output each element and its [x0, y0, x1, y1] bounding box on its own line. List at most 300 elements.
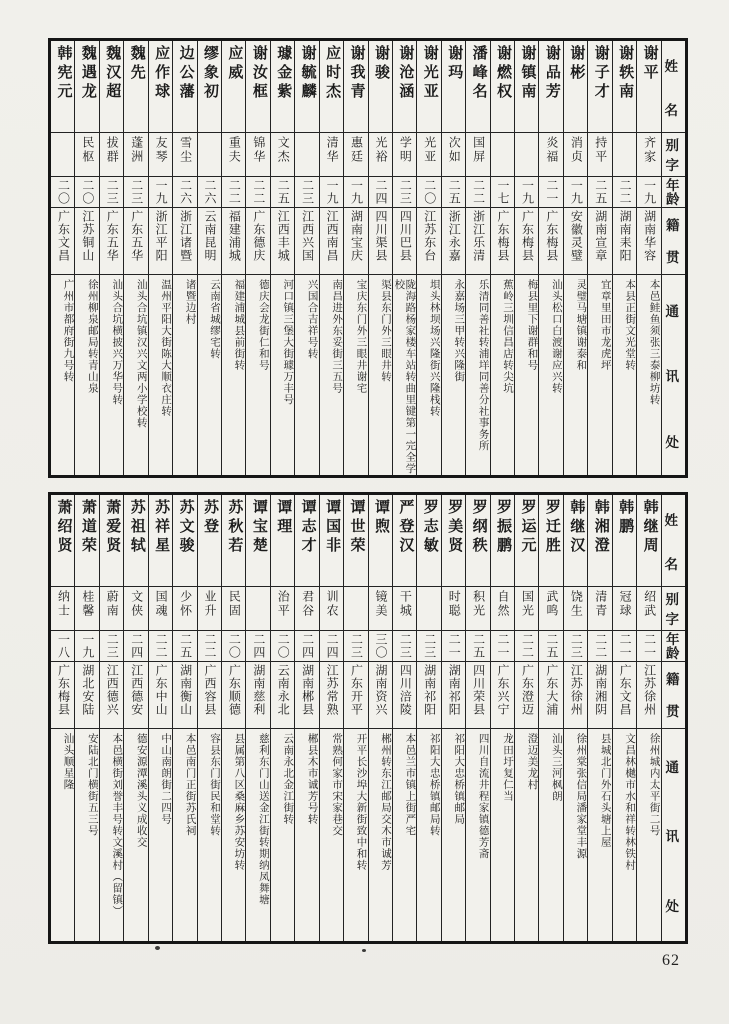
age: 二一 — [491, 631, 514, 662]
person-column — [320, 495, 344, 941]
person-column — [124, 495, 148, 941]
native-place: 湖南资兴 — [369, 662, 392, 729]
address: 汕头合坑镇汉兴文两小学校转 — [135, 279, 147, 429]
person-column — [344, 41, 368, 475]
person-name: 苏秋若 — [222, 495, 245, 587]
age: 一七 — [491, 177, 514, 208]
native-place: 安徽灵璧 — [564, 208, 587, 275]
address: 汕头顺星隆 — [62, 733, 74, 791]
native-place: 广东德庆 — [246, 208, 269, 275]
person-column — [320, 41, 344, 475]
native-place: 湖南湘阴 — [588, 662, 611, 729]
person-name: 谢沧涵 — [393, 41, 416, 133]
native-place: 广东文昌 — [613, 662, 636, 729]
courtesy-name: 桂馨 — [75, 587, 98, 631]
native-place: 湖南慈利 — [246, 662, 269, 729]
courtesy-name: 饶生 — [564, 587, 587, 631]
person-column — [442, 41, 466, 475]
person-column — [466, 41, 490, 475]
native-place: 江苏徐州 — [564, 662, 587, 729]
native-place: 江西德安 — [124, 662, 147, 729]
address: 本邑南门正街苏氏祠 — [184, 733, 196, 837]
address: 本县正街文光堂转 — [624, 279, 636, 371]
header-name: 姓 名 — [662, 41, 685, 133]
courtesy-name: 炎福 — [539, 133, 562, 177]
native-place: 浙江乐清 — [466, 208, 489, 275]
courtesy-name: 时聪 — [442, 587, 465, 631]
address: 陇海路杨家楼车站转曲里键第一完全学校 — [393, 279, 416, 475]
address: 祁阳大忠桥镇邮局转 — [428, 733, 440, 837]
header-addr: 通 讯 处 — [665, 759, 681, 914]
header-native: 籍 贯 — [662, 208, 685, 275]
courtesy-name: 蔚南 — [100, 587, 123, 631]
address: 郴州转东江邮局交木市诚芳 — [379, 733, 391, 871]
address: 德安源潭溪头义成收交 — [135, 733, 147, 848]
person-name: 谢燃权 — [491, 41, 514, 133]
courtesy-name — [417, 587, 440, 631]
person-name: 魏遇龙 — [75, 41, 98, 133]
person-column — [271, 41, 295, 475]
person-column — [198, 495, 222, 941]
address: 开平长沙埠大新街致中和转 — [355, 733, 367, 871]
native-place: 广东梅县 — [491, 208, 514, 275]
person-column — [466, 495, 490, 941]
age: 二二 — [198, 631, 221, 662]
native-place: 广东大浦 — [539, 662, 562, 729]
address: 广州市都府街九号转 — [62, 279, 74, 383]
address: 本邑兰市镇上街严宅 — [404, 733, 416, 837]
age: 二五 — [466, 631, 489, 662]
native-place: 福建浦城 — [222, 208, 245, 275]
native-place: 湖南耒阳 — [613, 208, 636, 275]
person-name: 苏祖轼 — [124, 495, 147, 587]
age: 二三 — [417, 631, 440, 662]
courtesy-name: 积光 — [466, 587, 489, 631]
age: 二〇 — [417, 177, 440, 208]
person-name: 应作球 — [149, 41, 172, 133]
courtesy-name: 民枢 — [75, 133, 98, 177]
address: 龙田圩复仁当 — [502, 733, 514, 802]
person-name: 璩金紫 — [271, 41, 294, 133]
courtesy-name: 纳士 — [51, 587, 74, 631]
native-place: 广东梅县 — [515, 208, 538, 275]
native-place: 浙江永嘉 — [442, 208, 465, 275]
directory-table-bottom — [48, 492, 688, 944]
native-place: 湖南衡山 — [173, 662, 196, 729]
person-name: 谢品芳 — [539, 41, 562, 133]
person-column — [417, 41, 441, 475]
address: 容县东门街民和堂转 — [208, 733, 220, 837]
address: 永嘉场三甲转兴隆街 — [453, 279, 465, 383]
person-name: 苏登 — [198, 495, 221, 587]
person-name: 苏文骏 — [173, 495, 196, 587]
person-name: 罗纲秩 — [466, 495, 489, 587]
age: 二五 — [173, 631, 196, 662]
courtesy-name: 消贞 — [564, 133, 587, 177]
courtesy-name: 重夫 — [222, 133, 245, 177]
address: 县城北门外石头塘上屋 — [599, 733, 611, 848]
native-place: 广东开平 — [344, 662, 367, 729]
courtesy-name: 文杰 — [271, 133, 294, 177]
address: 中山南朗街二四号 — [160, 733, 172, 825]
person-name: 缪象初 — [198, 41, 221, 133]
header-column — [662, 495, 685, 941]
age: 二五 — [539, 631, 562, 662]
courtesy-name — [515, 133, 538, 177]
address: 徐州棠张信局潘家堂丰源 — [575, 733, 587, 860]
age: 一九 — [564, 177, 587, 208]
address: 四川自流井程家镇德芳斋 — [477, 733, 489, 860]
native-place: 湖南郴县 — [295, 662, 318, 729]
person-column — [271, 495, 295, 941]
header-column — [662, 41, 685, 475]
person-name: 萧绍贤 — [51, 495, 74, 587]
age: 一九 — [344, 177, 367, 208]
courtesy-name: 持平 — [588, 133, 611, 177]
address: 汕头三河枫朗 — [550, 733, 562, 802]
person-name: 谢光亚 — [417, 41, 440, 133]
address: 德庆会龙街仁和号 — [257, 279, 269, 371]
person-name: 罗振鹏 — [491, 495, 514, 587]
address: 本邑鲑鱼须张三泰柳坊转 — [648, 279, 660, 406]
person-column — [564, 495, 588, 941]
courtesy-name: 少怀 — [173, 587, 196, 631]
courtesy-name: 武鸣 — [539, 587, 562, 631]
person-name: 罗运元 — [515, 495, 538, 587]
address: 河口镇三堡大街璩万丰号 — [282, 279, 294, 406]
native-place: 广东文昌 — [51, 208, 74, 275]
courtesy-name — [344, 587, 367, 631]
age: 二二 — [246, 177, 269, 208]
person-column — [369, 41, 393, 475]
age: 二五 — [588, 177, 611, 208]
native-place: 广东中山 — [149, 662, 172, 729]
native-place: 广东顺德 — [222, 662, 245, 729]
courtesy-name: 拔群 — [100, 133, 123, 177]
person-name: 谭志才 — [295, 495, 318, 587]
address: 蕉岭三圳信昌店转尖坑 — [502, 279, 514, 394]
courtesy-name: 业升 — [198, 587, 221, 631]
person-name: 韩继汉 — [564, 495, 587, 587]
person-column — [100, 41, 124, 475]
address: 灵璧马塘镇谢泰和 — [575, 279, 587, 371]
person-name: 韩宪元 — [51, 41, 74, 133]
age: 一九 — [515, 177, 538, 208]
age: 二〇 — [271, 631, 294, 662]
person-name: 魏汉超 — [100, 41, 123, 133]
native-place: 江苏徐州 — [637, 662, 660, 729]
person-column — [124, 41, 148, 475]
person-name: 谭世荣 — [344, 495, 367, 587]
header-name: 姓 名 — [662, 495, 685, 587]
age: 二〇 — [51, 177, 74, 208]
person-column — [613, 495, 637, 941]
age: 二三 — [295, 177, 318, 208]
person-name: 萧爱贤 — [100, 495, 123, 587]
courtesy-name: 蓬洲 — [124, 133, 147, 177]
courtesy-name — [613, 133, 636, 177]
courtesy-name: 学明 — [393, 133, 416, 177]
person-column — [246, 495, 270, 941]
person-name: 谢彬 — [564, 41, 587, 133]
age: 二二 — [222, 177, 245, 208]
person-column — [491, 41, 515, 475]
person-column — [173, 41, 197, 475]
person-name: 谢骏 — [369, 41, 392, 133]
age: 一九 — [75, 631, 98, 662]
age: 一九 — [320, 177, 343, 208]
native-place: 四川涪陵 — [393, 662, 416, 729]
person-column — [613, 41, 637, 475]
person-name: 萧道荣 — [75, 495, 98, 587]
address: 垻头林坝场兴隆街兴隆栈转 — [428, 279, 440, 417]
courtesy-name — [51, 133, 74, 177]
header-age: 年 龄 — [662, 631, 685, 662]
address: 汕头松口白渡谢应兴转 — [550, 279, 562, 394]
person-column — [75, 41, 99, 475]
courtesy-name: 国光 — [515, 587, 538, 631]
header-addr: 通 讯 处 — [665, 303, 681, 450]
person-column — [637, 41, 661, 475]
courtesy-name: 治平 — [271, 587, 294, 631]
courtesy-name: 干城 — [393, 587, 416, 631]
person-name: 谭宝楚 — [246, 495, 269, 587]
person-name: 严登汉 — [393, 495, 416, 587]
courtesy-name — [198, 133, 221, 177]
person-column — [539, 495, 563, 941]
native-place: 浙江诸暨 — [173, 208, 196, 275]
age: 二三 — [564, 631, 587, 662]
age: 二〇 — [222, 631, 245, 662]
age: 二六 — [173, 177, 196, 208]
person-column — [295, 41, 319, 475]
person-column — [246, 41, 270, 475]
person-name: 谭理 — [271, 495, 294, 587]
age: 二二 — [588, 631, 611, 662]
native-place: 广东兴宁 — [491, 662, 514, 729]
native-place: 广东五华 — [100, 208, 123, 275]
header-native: 籍 贯 — [662, 662, 685, 729]
age: 一九 — [149, 177, 172, 208]
native-place: 四川荣县 — [466, 662, 489, 729]
person-name: 苏祥星 — [149, 495, 172, 587]
courtesy-name: 齐家 — [637, 133, 660, 177]
header-age: 年 龄 — [662, 177, 685, 208]
age: 二二 — [613, 177, 636, 208]
address: 宝庆东门外三眼井谢宅 — [355, 279, 367, 394]
person-column — [222, 495, 246, 941]
address: 祁阳大忠桥镇邮局 — [453, 733, 465, 825]
person-name: 谢平 — [637, 41, 660, 133]
person-column — [100, 495, 124, 941]
native-place: 湖南宣章 — [588, 208, 611, 275]
courtesy-name: 国屏 — [466, 133, 489, 177]
age: 二三 — [100, 177, 123, 208]
courtesy-name: 次如 — [442, 133, 465, 177]
age: 二三 — [100, 631, 123, 662]
person-column — [515, 41, 539, 475]
native-place: 云南昆明 — [198, 208, 221, 275]
person-column — [222, 41, 246, 475]
address: 本邑横街刘誉丰号转文溪村（留镇） — [111, 733, 123, 917]
courtesy-name: 冠球 — [613, 587, 636, 631]
native-place: 广东梅县 — [539, 208, 562, 275]
native-place: 江苏东台 — [417, 208, 440, 275]
person-column — [149, 41, 173, 475]
person-column — [417, 495, 441, 941]
address: 云南永北金江街转 — [282, 733, 294, 825]
native-place: 广东五华 — [124, 208, 147, 275]
person-name: 谢轶南 — [613, 41, 636, 133]
courtesy-name: 雪尘 — [173, 133, 196, 177]
age: 二一 — [613, 631, 636, 662]
age: 二一 — [442, 631, 465, 662]
native-place: 广西容县 — [198, 662, 221, 729]
native-place: 云南永北 — [271, 662, 294, 729]
person-column — [344, 495, 368, 941]
age: 一九 — [637, 177, 660, 208]
person-name: 罗志敏 — [417, 495, 440, 587]
courtesy-name: 惠廷 — [344, 133, 367, 177]
native-place: 四川渠县 — [369, 208, 392, 275]
person-name: 谢玛 — [442, 41, 465, 133]
person-name: 谢我青 — [344, 41, 367, 133]
person-name: 谢子才 — [588, 41, 611, 133]
address: 温州平阳大街陈大顺衣庄转 — [160, 279, 172, 417]
person-name: 谢汝框 — [246, 41, 269, 133]
native-place: 浙江平阳 — [149, 208, 172, 275]
person-column — [51, 41, 75, 475]
age: 二四 — [295, 631, 318, 662]
person-column — [173, 495, 197, 941]
address: 诸暨边村 — [184, 279, 196, 325]
person-name: 韩湘澄 — [588, 495, 611, 587]
native-place: 湖南华容 — [637, 208, 660, 275]
person-column — [75, 495, 99, 941]
age: 二六 — [198, 177, 221, 208]
person-column — [442, 495, 466, 941]
person-column — [393, 41, 417, 475]
address: 澄迈美龙村 — [526, 733, 538, 791]
native-place: 江西南昌 — [320, 208, 343, 275]
person-name: 谭国非 — [320, 495, 343, 587]
person-column — [198, 41, 222, 475]
age: 三〇 — [369, 631, 392, 662]
courtesy-name: 友琴 — [149, 133, 172, 177]
person-column — [393, 495, 417, 941]
native-place: 江西德兴 — [100, 662, 123, 729]
age: 二五 — [271, 177, 294, 208]
person-column — [51, 495, 75, 941]
scan-mark — [362, 949, 366, 952]
person-name: 罗美贤 — [442, 495, 465, 587]
native-place: 湖南宝庆 — [344, 208, 367, 275]
person-column — [369, 495, 393, 941]
person-column — [491, 495, 515, 941]
address: 县属第八区桑麻乡苏安坊转 — [233, 733, 245, 871]
person-name: 韩鹏 — [613, 495, 636, 587]
person-column — [588, 41, 612, 475]
person-column — [539, 41, 563, 475]
person-name: 谢镇南 — [515, 41, 538, 133]
courtesy-name — [295, 133, 318, 177]
address: 汕头合坑横披兴万华号转 — [111, 279, 123, 406]
courtesy-name: 国魂 — [149, 587, 172, 631]
address: 梅县里下谢群和号 — [526, 279, 538, 371]
courtesy-name — [246, 587, 269, 631]
courtesy-name — [491, 133, 514, 177]
native-place: 江苏铜山 — [75, 208, 98, 275]
age: 二一 — [539, 177, 562, 208]
person-column — [637, 495, 661, 941]
courtesy-name: 镜美 — [369, 587, 392, 631]
age: 二二 — [149, 631, 172, 662]
person-column — [588, 495, 612, 941]
address: 宜章里田市龙虎坪 — [599, 279, 611, 371]
address: 慈利东门山送金江街转期纳凤舞塘 — [257, 733, 269, 906]
native-place: 江西丰城 — [271, 208, 294, 275]
age: 二〇 — [75, 177, 98, 208]
person-name: 韩继周 — [637, 495, 660, 587]
native-place: 广东梅县 — [51, 662, 74, 729]
person-name: 魏先 — [124, 41, 147, 133]
directory-table-top — [48, 38, 688, 478]
age: 二三 — [124, 177, 147, 208]
age: 二三 — [344, 631, 367, 662]
address: 兴国合吉祥号转 — [306, 279, 318, 360]
age: 二一 — [637, 631, 660, 662]
address: 乐清同善社转浦垟同善分社事务所 — [477, 279, 489, 452]
header-zi: 别 字 — [662, 587, 685, 631]
age: 二二 — [515, 631, 538, 662]
person-column — [295, 495, 319, 941]
address: 文昌林樾市水和祥转林铁村 — [624, 733, 636, 871]
person-column — [149, 495, 173, 941]
courtesy-name: 民固 — [222, 587, 245, 631]
native-place: 湖北安陆 — [75, 662, 98, 729]
native-place: 广东澄迈 — [515, 662, 538, 729]
person-name: 边公藩 — [173, 41, 196, 133]
address: 渠县东门外三眼井转 — [379, 279, 391, 383]
header-zi: 别 字 — [662, 133, 685, 177]
age: 二四 — [369, 177, 392, 208]
native-place: 湖南祁阳 — [417, 662, 440, 729]
courtesy-name: 训农 — [320, 587, 343, 631]
native-place: 湖南祁阳 — [442, 662, 465, 729]
courtesy-name: 清华 — [320, 133, 343, 177]
person-name: 应时杰 — [320, 41, 343, 133]
person-name: 应威 — [222, 41, 245, 133]
courtesy-name: 自然 — [491, 587, 514, 631]
age: 二四 — [320, 631, 343, 662]
person-name: 谢毓麟 — [295, 41, 318, 133]
address: 安陆北门横街五三号 — [86, 733, 98, 837]
age: 二三 — [393, 631, 416, 662]
courtesy-name: 君谷 — [295, 587, 318, 631]
person-name: 谭煦 — [369, 495, 392, 587]
age: 二四 — [246, 631, 269, 662]
person-name: 潘峰名 — [466, 41, 489, 133]
address: 云南省城缪宅转 — [208, 279, 220, 360]
person-name: 罗迁胜 — [539, 495, 562, 587]
scan-mark — [155, 946, 160, 950]
age: 二二 — [466, 177, 489, 208]
courtesy-name: 光裕 — [369, 133, 392, 177]
courtesy-name: 清青 — [588, 587, 611, 631]
age: 一八 — [51, 631, 74, 662]
person-column — [515, 495, 539, 941]
address: 福建浦城县前街转 — [233, 279, 245, 371]
